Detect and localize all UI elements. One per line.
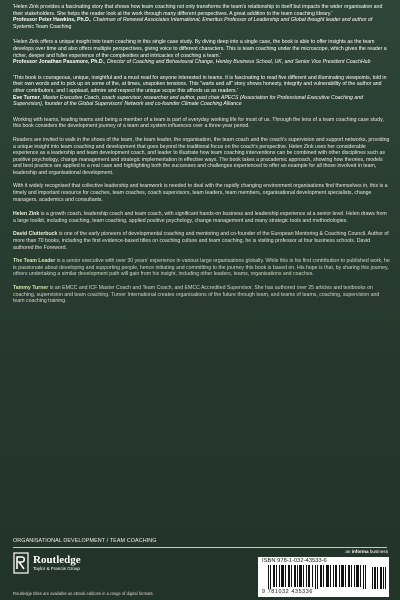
author-bio: [13, 285, 390, 305]
bio-name: The Team Leader: [13, 258, 56, 265]
routledge-logo-icon: [13, 552, 29, 574]
endorsement-quote: 'Helen Zink provides a fascinating story that shows how team coaching not only transforms the team's relationship to itself but impacts the wider organisation and their stakeholders. She helps the reader look at the work through many different perspectives. A great addition to the team coaching library.': [13, 4, 383, 17]
endorsement-quote: 'This book is courageous, unique, insightful and a must read for anyone interested in teams. It is fascinating to read five different and illuminating viewpoints, told in their own words and to pick up on some of the, at times, unspoken tensions. This "warts and all" story shows honesty, integrity and vulnerability of the author and other contributors, and I applaud, admire and respect the unique scope this affords us as readers.': [13, 74, 387, 94]
description-paragraph: Readers are invited to walk in the shoes of the team, the team leader, the organisation, the team coach and the coach's supervision and support networks, providing a unique insight into team coaching and development that goes beyond the traditional focus on the coach's perspective. Helen Zink uses her considerable experience as a leadership and team development coach, and leader to illustrate how team coaching interventions can be combined with other disciplines such as positive psychology, change management and strategic implementation in effective ways. The book takes a pracademic approach, showing how theories, models and best practice are applied to a real case and highlighting both the successes and challenges experienced to offer an example for all those involved in team, leadership and organisational development.: [13, 136, 390, 176]
bio-name: Tammy Turner: [13, 285, 49, 291]
bio-name: David Clutterbuck: [13, 231, 58, 238]
endorsement-attribution: [13, 95, 390, 108]
ebook-footnote: Routledge titles are available as eBook editions in a range of digital formats: [13, 591, 153, 596]
endorser-name: Professor Peter Hawkins, Ph.D.: [13, 17, 91, 24]
informa-word: informa: [351, 549, 369, 554]
description-paragraph: With it widely recognised that collective leadership and teamwork is needed to deal with the rapidly changing environment organisations find themselves in, this is a timely and important resource for coaches, team coaches, coach supervisors, team leaders, team members, organisational development specialists, change managers, academics and consultants.: [13, 183, 388, 203]
informa-suffix: business: [368, 549, 388, 554]
bio-text: is a senior executive with over 30 years' experience in various large organisations globally. While this is his first contribution to published work, he is passionate about developing and supporting people, hence initiating and committing to the journey this book is based on. His hope is that, by sharing this journey, others undertaking a similar development path will gain from his insight, including other leaders, teams, organisations and coaches.: [13, 258, 390, 278]
author-bio: [13, 258, 390, 278]
author-bio: [13, 211, 390, 224]
barcode-panel: [258, 557, 389, 597]
price-addon-barcode: [372, 565, 386, 589]
barcode-graphic: [268, 565, 368, 589]
endorsement: [13, 4, 390, 30]
endorser-role: , Chairman of Renewal Associates International, Emeritus Professor of Leadership and Global thought leader and author of: [90, 17, 373, 24]
bio-name: Helen Zink: [13, 211, 40, 218]
divider: [13, 547, 387, 548]
endorser-name: Professor Jonathan Passmore, Ph.D.: [13, 59, 105, 66]
publisher-logo: [13, 552, 103, 574]
informa-prefix: an: [345, 549, 352, 554]
endorser-book: Systemic Team Coaching: [13, 23, 72, 30]
subject-category: ORGANISATIONAL DEVELOPMENT / TEAM COACHING: [13, 538, 157, 544]
informa-business-label: [345, 549, 388, 554]
endorsement-quote: 'Helen Zink offers a unique insight into team coaching in this single case study. By diving deep into a single case, the book is able to offer insights as the team develops over time and also offers multiple perspectives, giving voice to different characters. This is team coaching under the microscope, which gives the reader a richer, deeper and fuller experience of the complexities and intricacies of coaching a team.': [13, 39, 387, 59]
endorser-role: , Master Executive Coach, coach supervisor, researcher and author, past chair APECS (Association for Professional Executive Coaching and Supervision), founder of the Global Supervisors' Network and co-founder Climate Coaching Alliance: [13, 94, 364, 108]
author-bio: [13, 231, 390, 251]
bio-text: is one of the early pioneers of developmental coaching and mentoring and co-founder of the European Mentoring & Coaching Council. Author of more than 70 books, including the first evidence-based titles on coaching culture and team coaching, he is visiting professor at four business schools. David authored the Foreword.: [13, 231, 389, 251]
publisher-subtitle: Taylor & Francis Group: [33, 566, 80, 571]
publisher-name: Routledge: [33, 554, 81, 566]
bio-text: is a growth coach, leadership coach and team coach, with significant hands-on business and leadership experience at a senior level. Helen draws from a large toolkit, including coaching, team coaching, applied positive psychology, change management and many strategic tools and methodologies.: [13, 211, 387, 224]
bio-text: is an EMCC and ICF Master Coach and Team Coach, and EMCC Accredited Supervisor. She has authored over 25 articles and textbooks on coaching, supervision and team coaching. Turner International creates organisations of the future through team, and teams of teams, coaching, supervision and team coaching training.: [13, 285, 380, 305]
book-description: [13, 117, 390, 204]
endorsement: [13, 75, 390, 108]
endorsement: [13, 39, 390, 65]
isbn-number: ISBN 978-1-032-43533-6: [262, 558, 327, 564]
barcode-digits: 9 781032 435336: [262, 589, 313, 595]
endorsements: [13, 4, 390, 108]
endorser-name: Eve Turner: [13, 94, 40, 101]
endorsement-attribution: [13, 17, 390, 30]
endorser-role: , Director of Coaching and Behavioural Change, Henley Business School, UK, and Senior Vice President CoachHub: [104, 59, 371, 66]
back-cover-content: [13, 4, 390, 312]
description-paragraph: Working with teams, leading teams and being a member of a team is part of everyday working life for most of us. Through the lens of a team coaching case study, this book considers the development journey of a team and system influences over a three-year period.: [13, 116, 384, 130]
author-bios: [13, 211, 390, 305]
endorsement-attribution: [13, 59, 390, 66]
